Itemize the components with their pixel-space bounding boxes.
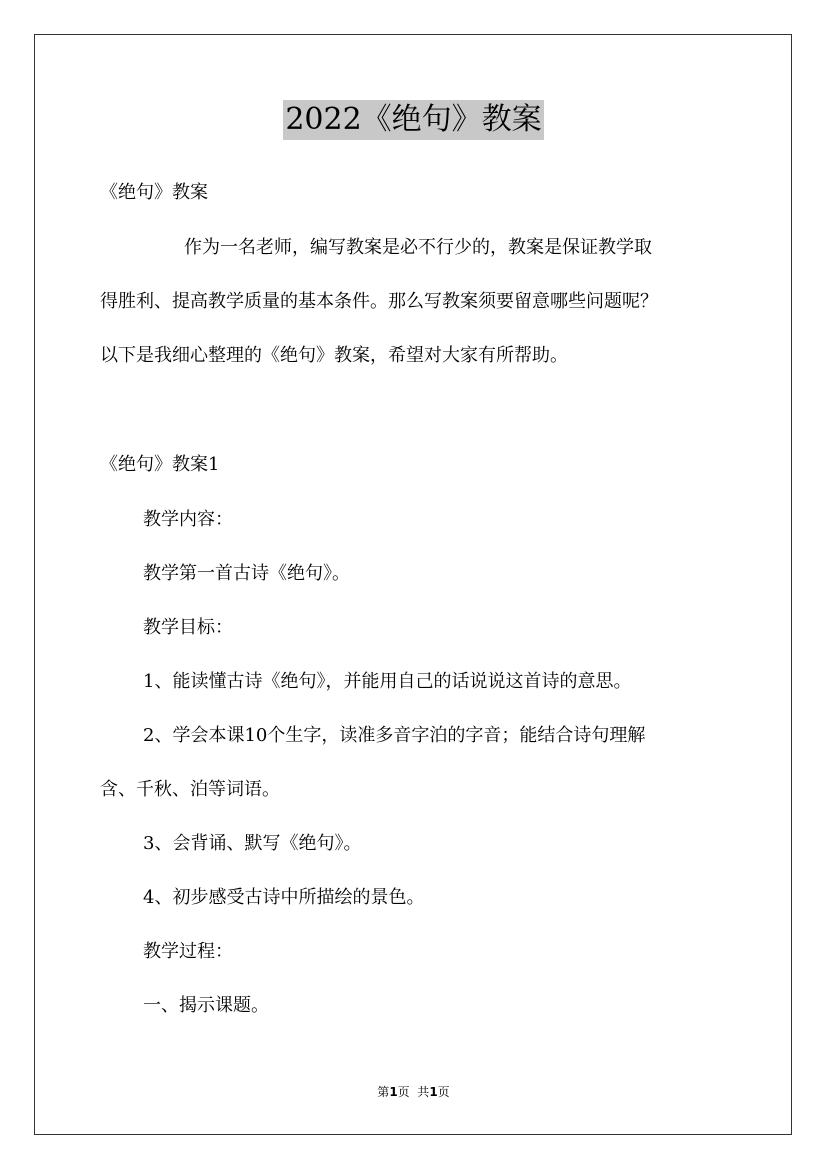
page-footer xyxy=(0,1084,827,1100)
footer-page-suffix: 页 xyxy=(437,1085,450,1099)
body-line-9: 教学过程： xyxy=(143,941,233,962)
body-line-7: 3、会背诵、默写《绝句》。 xyxy=(143,833,362,854)
body-line-10: 一、揭示课题。 xyxy=(143,995,269,1016)
footer-page-prefix: 第 xyxy=(377,1085,390,1099)
footer-page-total: 1 xyxy=(429,1085,438,1099)
intro-line-2: 得胜利、提高教学质量的基本条件。那么写教案须要留意哪些问题呢？ xyxy=(100,291,658,312)
body-line-3: 教学目标： xyxy=(143,617,233,638)
footer-page-current: 1 xyxy=(389,1085,398,1099)
body-line-1: 教学内容： xyxy=(143,509,233,530)
body-line-6: 含、千秋、泊等词语。 xyxy=(100,779,280,800)
body-line-2: 教学第一首古诗《绝句》。 xyxy=(143,563,350,584)
body-line-5: 2、学会本课10个生字，读准多音字泊的字音；能结合诗句理解 xyxy=(143,725,646,746)
intro-line-3: 以下是我细心整理的《绝句》教案，希望对大家有所帮助。 xyxy=(100,345,568,366)
body-line-4: 1、能读懂古诗《绝句》，并能用自己的话说说这首诗的意思。 xyxy=(143,671,632,692)
footer-page-mid: 页 共 xyxy=(397,1085,430,1099)
document-subtitle: 《绝句》教案 xyxy=(100,182,208,203)
intro-line-1: 作为一名老师，编写教案是必不行少的，教案是保证教学取 xyxy=(184,237,652,258)
title-container xyxy=(0,100,827,140)
document-title: 2022《绝句》教案 xyxy=(283,100,543,140)
body-line-8: 4、初步感受古诗中所描绘的景色。 xyxy=(143,887,425,908)
section-heading: 《绝句》教案1 xyxy=(100,454,220,475)
